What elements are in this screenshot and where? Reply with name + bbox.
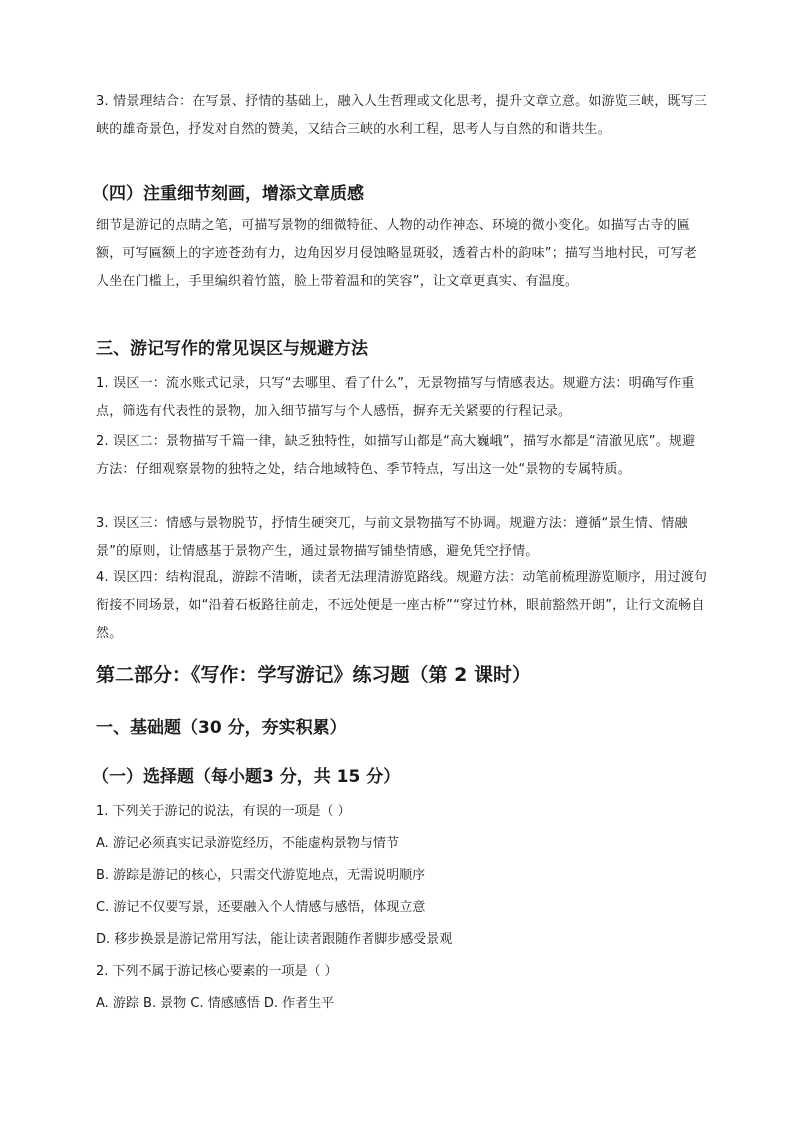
question-1-option-b: B. 游踪是游记的核心，只需交代游览地点，无需说明顺序 (96, 868, 426, 883)
mistake-item-4: 4. 误区四：结构混乱，游踪不清晰，读者无法理清游览路线。规避方法：动笔前梳理游览顺序，用过渡句衔接不同场景，如“沿着石板路往前走，不远处便是一座古桥”“穿过竹林，眼前豁然开朗”，让行文流畅自然。 (96, 570, 708, 641)
paragraph-scene-emotion-reason: 3. 情景理结合：在写景、抒情的基础上，融入人生哲理或文化思考，提升文章立意。如游览三峡，既写三峡的雄奇景色，抒发对自然的赞美，又结合三峡的水利工程，思考人与自然的和谐共生。 (96, 94, 708, 137)
question-1-option-d: D. 移步换景是游记常用写法，能让读者跟随作者脚步感受景观 (96, 932, 453, 947)
mistake-item-1: 1. 误区一：流水账式记录，只写“去哪里、看了什么”，无景物描写与情感表达。规避方法：明确写作重点，筛选有代表性的景物，加入细节描写与个人感悟，摒弃无关紧要的行程记录。 (96, 376, 695, 419)
mistake-item-2: 2. 误区二：景物描写千篇一律，缺乏独特性，如描写山都是“高大巍峨”，描写水都是“清澈见底”。规避方法：仔细观察景物的独特之处，结合地域特色、季节特点，写出这一处“景物的专属特质。 (96, 434, 696, 477)
question-2-options: A. 游踪 B. 景物 C. 情感感悟 D. 作者生平 (96, 996, 335, 1011)
question-1-option-c: C. 游记不仅要写景，还要融入个人情感与感悟，体现立意 (96, 900, 426, 915)
heading-multiple-choice: （一）选择题（每小题3 分，共 15 分） (92, 767, 401, 787)
mistake-item-3: 3. 误区三：情感与景物脱节，抒情生硬突兀，与前文景物描写不协调。规避方法：遵循“景生情、情融景”的原则，让情感基于景物产生，通过景物描写铺垫情感，避免凭空抒情。 (96, 516, 688, 559)
heading-basic-questions: 一、基础题（30 分，夯实积累） (96, 718, 347, 738)
heading-part-two: 第二部分：《写作：学写游记》练习题（第 2 课时） (96, 664, 531, 686)
question-1-stem: 1. 下列关于游记的说法，有误的一项是（ ） (96, 804, 351, 819)
heading-detail-description: （四）注重细节刻画，增添文章质感 (92, 184, 364, 204)
heading-common-mistakes: 三、游记写作的常见误区与规避方法 (96, 339, 368, 359)
question-1-option-a: A. 游记必须真实记录游览经历，不能虚构景物与情节 (96, 836, 399, 851)
question-2-stem: 2. 下列不属于游记核心要素的一项是（ ） (96, 964, 338, 979)
paragraph-detail-description: 细节是游记的点睛之笔，可描写景物的细微特征、人物的动作神态、环境的微小变化。如描写古寺的匾额，可写匾额上的字迹苍劲有力，边角因岁月侵蚀略显斑驳，透着古朴的韵味”；描写当地村民，可写老人坐在门槛上，手里编织着竹篮，脸上带着温和的笑容”，让文章更真实、有温度。 (96, 218, 697, 289)
